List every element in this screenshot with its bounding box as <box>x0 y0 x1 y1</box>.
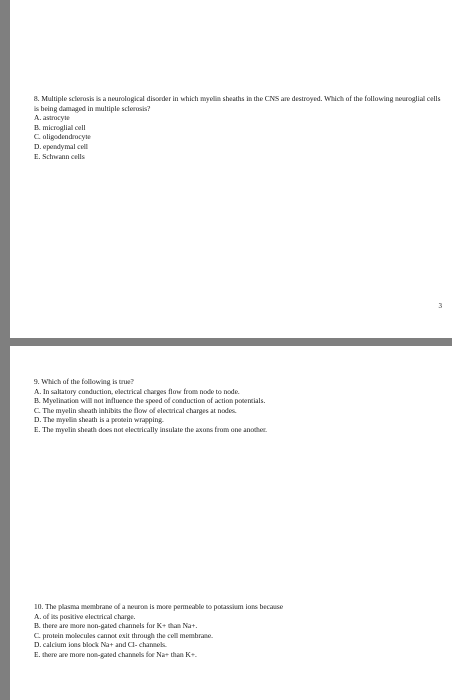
answer-option: C. oligodendrocyte <box>34 132 91 142</box>
question-10 <box>34 602 446 660</box>
question-10-text: 10. The plasma membrane of a neuron is more permeable to potassium ions because <box>34 602 284 611</box>
answer-option: B. Myelination will not influence the speed of conduction of action potentials. <box>34 396 266 406</box>
question-10-options <box>34 612 446 660</box>
answer-option: D. The myelin sheath is a protein wrapping. <box>34 415 164 425</box>
answer-option: A. In saltatory conduction, electrical charges flow from node to node. <box>34 386 240 396</box>
page-number: 3 <box>438 302 442 310</box>
document-page-2 <box>10 346 452 700</box>
answer-option: B. microglial cell <box>34 122 86 132</box>
question-8-text: 8. Multiple sclerosis is a neurological disorder in which myelin sheaths in the CNS are destroyed. Which of the following neuroglial cells is being damaged in multiple sclerosis? <box>34 94 441 113</box>
answer-option: A. astrocyte <box>34 113 70 123</box>
answer-option: A. of its positive electrical charge. <box>34 611 136 621</box>
answer-option: D. ependymal cell <box>34 141 88 151</box>
answer-option: E. Schwann cells <box>34 151 85 161</box>
question-9-text: 9. Which of the following is true? <box>34 377 134 386</box>
answer-option: C. The myelin sheath inhibits the flow of electrical charges at nodes. <box>34 405 237 415</box>
answer-option: E. there are more non-gated channels for Na+ than K+. <box>34 649 197 659</box>
answer-option: C. protein molecules cannot exit through the cell membrane. <box>34 630 213 640</box>
answer-option: B. there are more non-gated channels for K+ than Na+. <box>34 621 198 631</box>
question-9-options <box>34 387 446 435</box>
question-9 <box>34 377 446 435</box>
document-page-1 <box>10 0 452 338</box>
question-8 <box>34 94 446 161</box>
answer-option: E. The myelin sheath does not electrically insulate the axons from one another. <box>34 424 268 434</box>
question-8-options <box>34 113 446 161</box>
answer-option: D. calcium ions block Na+ and Cl- channels. <box>34 640 167 650</box>
